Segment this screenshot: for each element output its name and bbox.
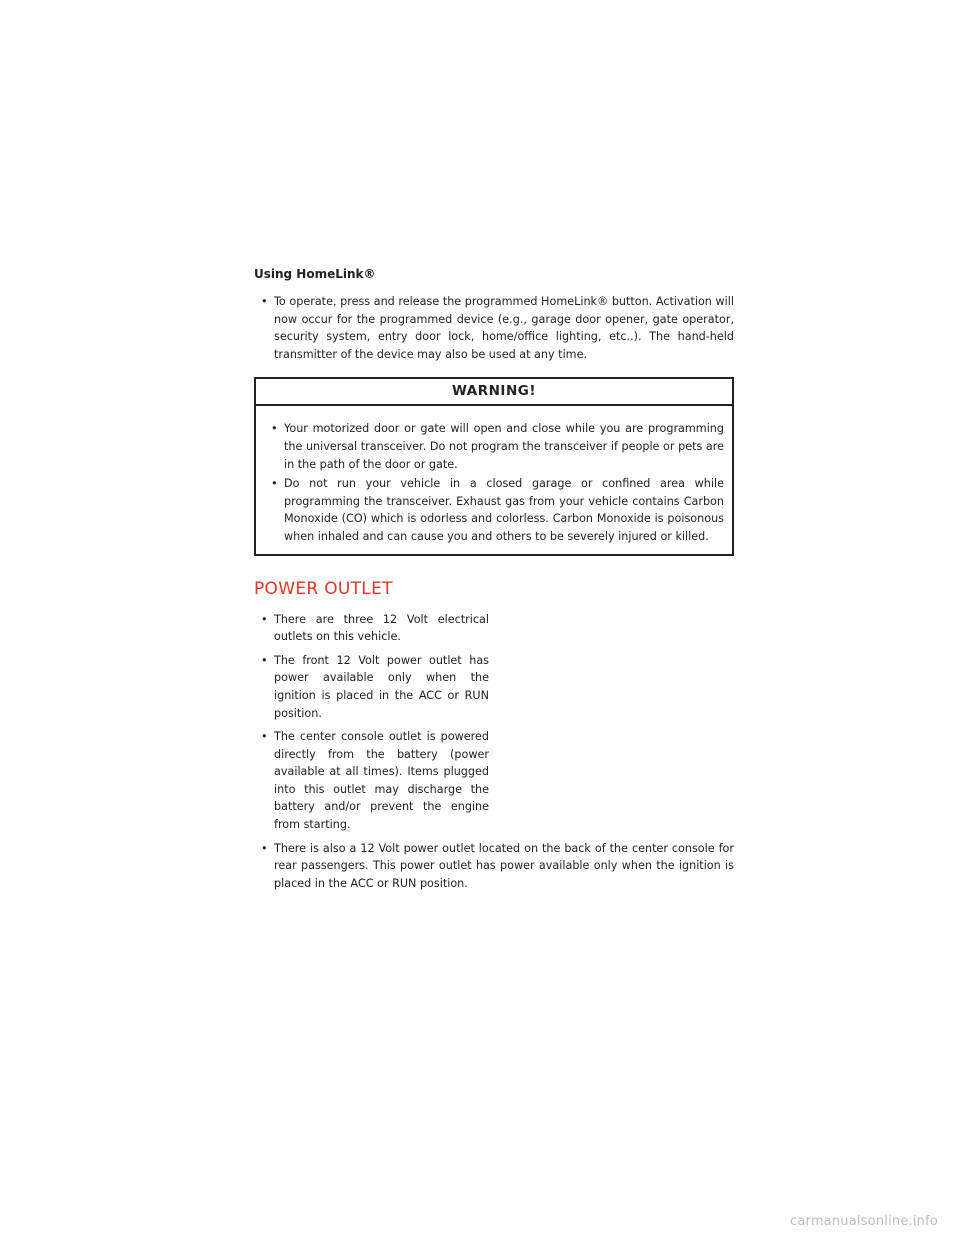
bullet-dot: • xyxy=(261,841,268,855)
watermark: carmanualsonline.info xyxy=(790,1214,939,1229)
warning-title: WARNING! xyxy=(256,379,732,406)
warning-bullet: • Do not run your vehicle in a closed garage or confined area while programming the transceiver. Exhaust gas from your vehicle contains Carbon Monoxide (CO) which is odorless and colorless. Carbon Monoxide is poisonous when inhaled and can cause you and others to be severely injured or killed. xyxy=(271,477,724,543)
homelink-bullet: • To operate, press and release the programmed HomeLink® button. Activation will now occur for the programmed device (e.g., garage door opener, gate operator, security system, entry door lock, home/office lighting, etc..). The hand-held transmitter of the device may also be used at any time. xyxy=(261,295,734,361)
bullet-dot: • xyxy=(271,477,278,491)
warning-bullet: • Your motorized door or gate will open and close while you are programming the universal transceiver. Do not program the transceiver if people or pets are in the path of the door or gate. xyxy=(271,422,724,471)
bullet-dot: • xyxy=(261,295,268,308)
power-outlet-list xyxy=(254,611,489,834)
homelink-heading: Using HomeLink® xyxy=(254,267,376,281)
power-outlet-list-full xyxy=(254,840,734,893)
section-title-power-outlet: POWER OUTLET xyxy=(254,578,393,599)
bullet-dot: • xyxy=(261,653,268,667)
manual-page xyxy=(254,266,734,892)
bullet-dot: • xyxy=(271,422,278,436)
power-outlet-bullet: • The center console outlet is powered directly from the battery (power available at all times). Items plugged into this outlet may discharge the battery and/or prevent the engine from starting. xyxy=(261,730,489,832)
bullet-dot: • xyxy=(261,612,268,626)
warning-box xyxy=(254,377,734,555)
power-outlet-bullet: • There are three 12 Volt electrical outlets on this vehicle. xyxy=(261,612,489,644)
power-outlet-bullet: • There is also a 12 Volt power outlet located on the back of the center console for rear passengers. This power outlet has power available only when the ignition is placed in the ACC or RUN position. xyxy=(261,841,734,890)
warning-body xyxy=(256,406,732,553)
bullet-dot: • xyxy=(261,730,268,744)
power-outlet-bullet: • The front 12 Volt power outlet has power available only when the ignition is placed in the ACC or RUN position. xyxy=(261,653,489,720)
